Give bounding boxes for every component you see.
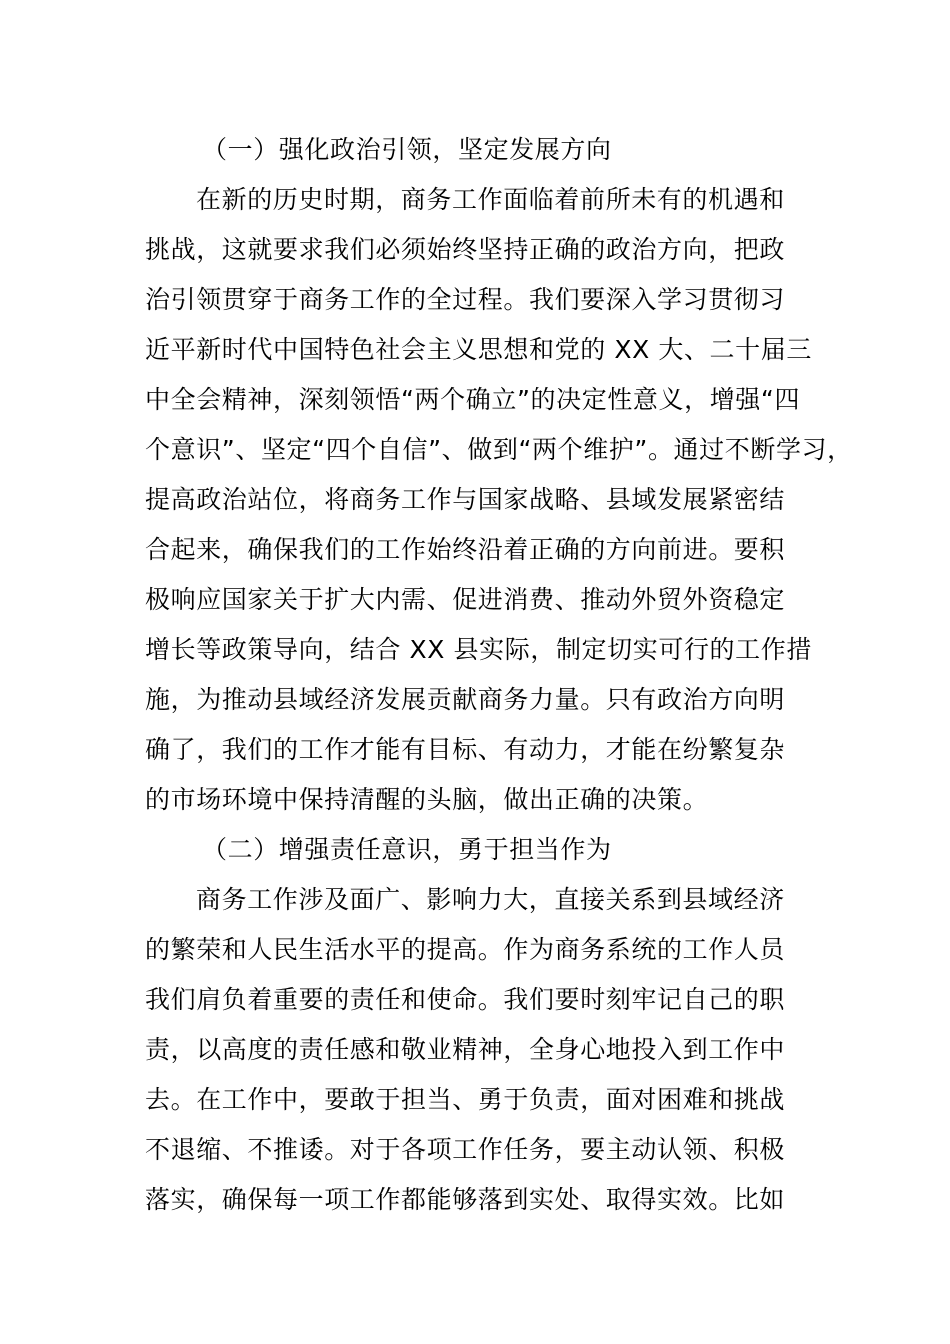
paragraph-line: 的繁荣和人民生活水平的提高。作为商务系统的工作人员 (145, 935, 786, 964)
paragraph-line: 确了，我们的工作才能有目标、有动力，才能在纷繁复杂 (145, 735, 786, 764)
paragraph-line: 商务工作涉及面广、影响力大，直接关系到县域经济 (196, 885, 785, 914)
paragraph-line: 落实，确保每一项工作都能够落到实处、取得实效。比如 (145, 1185, 786, 1214)
paragraph-line: 个意识”、坚定“四个自信”、做到“两个维护”。通过不断学习， (145, 435, 853, 464)
paragraph-line: 去。在工作中，要敢于担当、勇于负责，面对困难和挑战 (145, 1085, 786, 1114)
paragraph-line: 我们肩负着重要的责任和使命。我们要时刻牢记自己的职 (145, 985, 786, 1014)
paragraph-line: 挑战，这就要求我们必须始终坚持正确的政治方向，把政 (145, 235, 786, 264)
paragraph-line: 近平新时代中国特色社会主义思想和党的 XX 大、二十届三 (145, 335, 812, 364)
paragraph-line: 治引领贯穿于商务工作的全过程。我们要深入学习贯彻习 (145, 285, 786, 314)
paragraph-line: 提高政治站位，将商务工作与国家战略、县域发展紧密结 (145, 485, 786, 514)
section-heading-2: （二）增强责任意识，勇于担当作为 (202, 835, 612, 864)
paragraph-line: 在新的历史时期，商务工作面临着前所未有的机遇和 (196, 185, 785, 214)
paragraph-line: 施，为推动县域经济发展贡献商务力量。只有政治方向明 (145, 685, 786, 714)
paragraph-line: 中全会精神，深刻领悟“两个确立”的决定性意义，增强“四 (145, 385, 801, 414)
paragraph-line: 极响应国家关于扩大内需、促进消费、推动外贸外资稳定 (145, 585, 786, 614)
paragraph-line: 增长等政策导向，结合 XX 县实际，制定切实可行的工作措 (145, 635, 812, 664)
paragraph-line: 不退缩、不推诿。对于各项工作任务，要主动认领、积极 (145, 1135, 786, 1164)
section-heading-1: （一）强化政治引领，坚定发展方向 (202, 135, 612, 164)
paragraph-line: 的市场环境中保持清醒的头脑，做出正确的决策。 (145, 785, 709, 814)
paragraph-line: 合起来，确保我们的工作始终沿着正确的方向前进。要积 (145, 535, 786, 564)
paragraph-line: 责，以高度的责任感和敬业精神，全身心地投入到工作中 (145, 1035, 786, 1064)
